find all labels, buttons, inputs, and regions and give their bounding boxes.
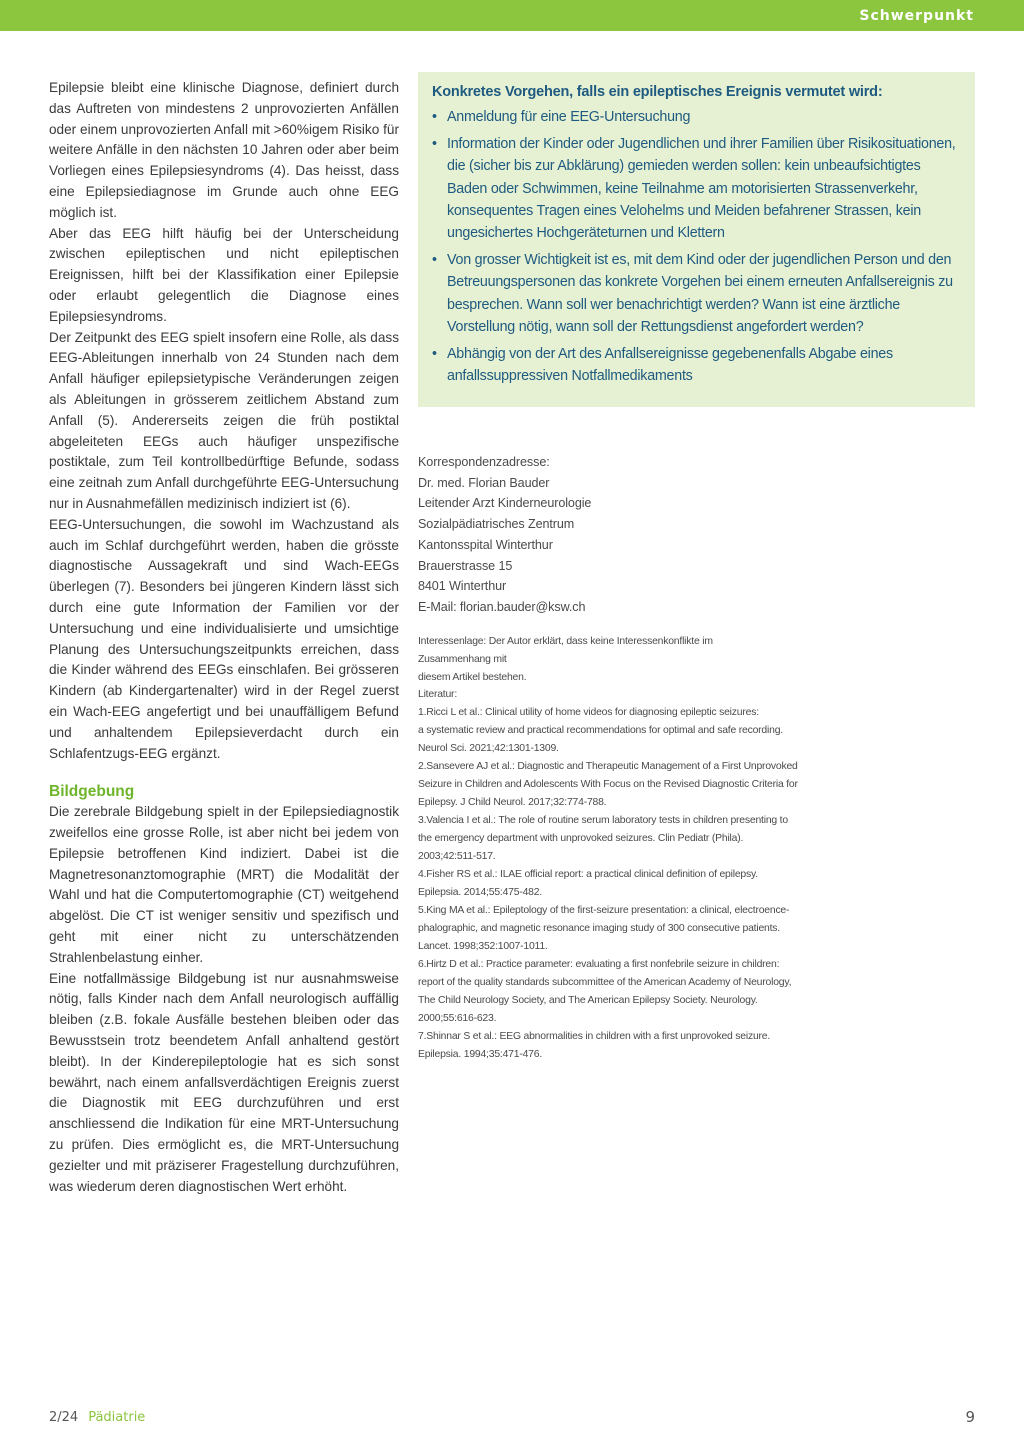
paragraph: Die zerebrale Bildgebung spielt in der Epilepsiediagnostik zweifellos eine grosse Rolle, ist aber nicht bei jedem von Epilepsie betroffenen Kind indiziert. Dabei ist die Magnetresonanztomographie (MRT) die Modalität der Wahl und hat die Computertomographie (CT) weitgehend abgelöst. Die CT ist weniger sensitiv und spezifisch und geht mit einer nicht zu unterschätzenden Strahlenbelastung einher. — [49, 804, 399, 965]
reference-line: The Child Neurology Society, and The American Epilepsy Society. Neurology. — [418, 995, 758, 1006]
conflict-of-interest — [418, 633, 778, 687]
bullet-icon: • — [432, 252, 437, 269]
contact-line: Sozialpädiatrisches Zentrum — [418, 517, 575, 532]
literature-list — [418, 686, 798, 1064]
reference-line: Epilepsia. 1994;35:471-476. — [418, 1049, 543, 1060]
paragraph: Eine notfallmässige Bildgebung ist nur ausnahmsweise nötig, falls Kinder nach dem Anfall neurologisch auffällig bleiben (z.B. fokale Ausfälle bestehen bleiben oder das Bewusstsein trotz beendetem Anfall anhaltend gestört bleibt). In der Kinderepileptologie hat es sich sonst bewährt, nach einem anfallsverdächtigen Ereignis zuerst die Diagnostik mit EEG durchzuführen und erst anschliessend die Indikation für eine MRT-Untersuchung zu prüfen. Dies ermöglicht es, die MRT-Untersuchung gezielter und mit präziserer Fragestellung durchzuführen, was wiederum deren diagnostischen Wert erhöht. — [49, 970, 399, 1194]
section-label: Schwerpunkt — [859, 8, 974, 24]
list-item — [432, 343, 961, 387]
list-item-text: Information der Kinder oder Jugendlichen und ihrer Familien über Risikosituationen, die (sicher bis zur Abklärung) gemieden werden sollen: kein unbeaufsichtigtes Baden oder Schwimmen, keine Teilnahme am motorisierten Strassenverkehr, konsequentes Tragen eines Velohelms und Meiden befahrener Strassen, kein ungesichertes Hochgeräteturnen und Klettern — [447, 136, 956, 242]
reference-line: 5.King MA et al.: Epileptology of the first-seizure presentation: a clinical, electroence- — [418, 905, 790, 916]
journal-name: Pädiatrie — [88, 1410, 146, 1425]
paragraph: EEG-Untersuchungen, die sowohl im Wachzustand als auch im Schlaf durchgeführt werden, haben die grösste diagnostische Aussagekraft und sind Wach-EEGs überlegen (7). Besonders bei jüngeren Kindern lässt sich durch eine gute Information der Familien vor der Untersuchung und eine individualisierte und umsichtige Planung des Untersuchungszeitpunkts erreichen, dass die Kinder während des EEGs einschlafen. Bei grösseren Kindern (ab Kindergartenalter) wird in der Regel zuerst ein Wach-EEG angefertigt und bei unauffälligem Befund und anhaltendem Epilepsieverdacht durch ein Schlafentzugs-EEG ergänzt. — [49, 516, 399, 761]
bullet-icon: • — [432, 136, 437, 153]
reference-line: Lancet. 1998;352:1007-1011. — [418, 941, 548, 952]
literature-heading: Literatur: — [418, 689, 458, 700]
list-item — [432, 106, 961, 128]
reference-line: 2.Sansevere AJ et al.: Diagnostic and Therapeutic Management of a First Unprovoked — [418, 761, 798, 772]
interest-line: Interessenlage: Der Autor erklärt, dass keine Interessenkonflikte im Zusammenhang mit — [418, 636, 713, 665]
reference-line: 6.Hirtz D et al.: Practice parameter: evaluating a first nonfebrile seizure in children: — [418, 959, 780, 970]
correspondence-address — [418, 452, 778, 618]
reference-line: Seizure in Children and Adolescents With Focus on the Revised Diagnostic Criteria for — [418, 779, 798, 790]
contact-line: Brauerstrasse 15 — [418, 558, 513, 573]
list-item-text: Abhängig von der Art des Anfallsereignisse gegebenenfalls Abgabe eines anfallssuppressiven Notfallmedikaments — [447, 346, 893, 385]
reference-line: 2000;55:616-623. — [418, 1013, 497, 1024]
reference-line: Neurol Sci. 2021;42:1301-1309. — [418, 743, 559, 754]
reference-line: a systematic review and practical recommendations for optimal and safe recording. — [418, 725, 783, 736]
section-heading: Bildgebung — [49, 783, 135, 801]
list-item-text: Von grosser Wichtigkeit ist es, mit dem Kind oder der jugendlichen Person und den Betreuungspersonen das konkrete Vorgehen bei einem erneuten Anfallsereignis zu besprechen. Wann soll wer benachrichtigt werden? Wann ist eine ärztliche Vorstellung nötig, wann soll der Rettungsdienst angefordert werden? — [447, 252, 953, 335]
list-item — [432, 249, 961, 338]
reference-line: 1.Ricci L et al.: Clinical utility of home videos for diagnosing epileptic seizures: — [418, 707, 759, 718]
reference-line: 4.Fisher RS et al.: ILAE official report: a practical clinical definition of epilepsy. — [418, 869, 758, 880]
contact-line: Korrespondenzadresse: — [418, 455, 550, 469]
reference-line: 3.Valencia I et al.: The role of routine serum laboratory tests in children presenting to — [418, 815, 788, 826]
reference-line: report of the quality standards subcommittee of the American Academy of Neurology, — [418, 977, 792, 988]
info-box-list — [432, 106, 961, 387]
reference-line: 7.Shinnar S et al.: EEG abnormalities in children with a first unprovoked seizure. — [418, 1031, 771, 1042]
section-header-bar — [0, 0, 1024, 31]
reference-line: Epilepsia. 2014;55:475-482. — [418, 887, 543, 898]
contact-email[interactable]: E-Mail: florian.bauder@ksw.ch — [418, 599, 586, 614]
contact-line: Leitender Arzt Kinderneurologie — [418, 496, 592, 511]
footer-issue-info — [49, 1410, 145, 1425]
info-box — [418, 72, 975, 407]
reference-line: the emergency department with unprovoked seizures. Clin Pediatr (Phila). — [418, 833, 744, 844]
reference-line: 2003;42:511-517. — [418, 851, 496, 862]
bullet-icon: • — [432, 346, 437, 363]
paragraph: Epilepsie bleibt eine klinische Diagnose, definiert durch das Auftreten von mindestens 2 unprovozierten Anfällen oder einem unprovozierten Anfall mit >60%igem Risiko für weitere Anfälle in den nächsten 10 Jahren oder aber beim Vorliegen eines Epilepsiesyndroms (4). Das heisst, dass eine Epilepsiediagnose im Grunde auch ohne EEG möglich ist. — [49, 80, 399, 220]
contact-line: Dr. med. Florian Bauder — [418, 475, 550, 490]
interest-line: diesem Artikel bestehen. — [418, 672, 527, 683]
reference-line: Epilepsy. J Child Neurol. 2017;32:774-788. — [418, 797, 607, 808]
main-text-column — [49, 78, 399, 1197]
page-number: 9 — [965, 1408, 975, 1426]
list-item-text: Anmeldung für eine EEG-Untersuchung — [447, 109, 691, 125]
reference-line: phalographic, and magnetic resonance imaging study of 300 consecutive patients. — [418, 923, 780, 934]
paragraph: Aber das EEG hilft häufig bei der Unterscheidung zwischen epileptischen und nicht epileptischen Ereignissen, hilft bei der Klassifikation einer Epilepsie oder erlaubt gelegentlich die Diagnose eines Epilepsiesyndroms. — [49, 225, 399, 324]
paragraph: Der Zeitpunkt des EEG spielt insofern eine Rolle, als dass EEG-Ableitungen innerhalb von 24 Stunden nach dem Anfall häufiger epilepsietypische Veränderungen zeigen als Ableitungen in grösserem zeitlichem Abstand zum Anfall (5). Andererseits zeigen die früh postiktal abgeleiteten EEGs auch häufiger unspezifische postiktale, zum Teil kontrollbedürftige Befunde, sodass eine zeitnah zum Anfall durchgeführte EEG-Untersuchung nur in Ausnahmefällen medizinisch indiziert ist (6). — [49, 329, 399, 511]
info-box-title: Konkretes Vorgehen, falls ein epileptisches Ereignis vermutet wird: — [432, 84, 883, 100]
contact-line: Kantonsspital Winterthur — [418, 537, 553, 552]
bullet-icon: • — [432, 109, 437, 125]
contact-line: 8401 Winterthur — [418, 579, 507, 594]
issue-number: 2/24 — [49, 1410, 79, 1425]
list-item — [432, 133, 961, 244]
